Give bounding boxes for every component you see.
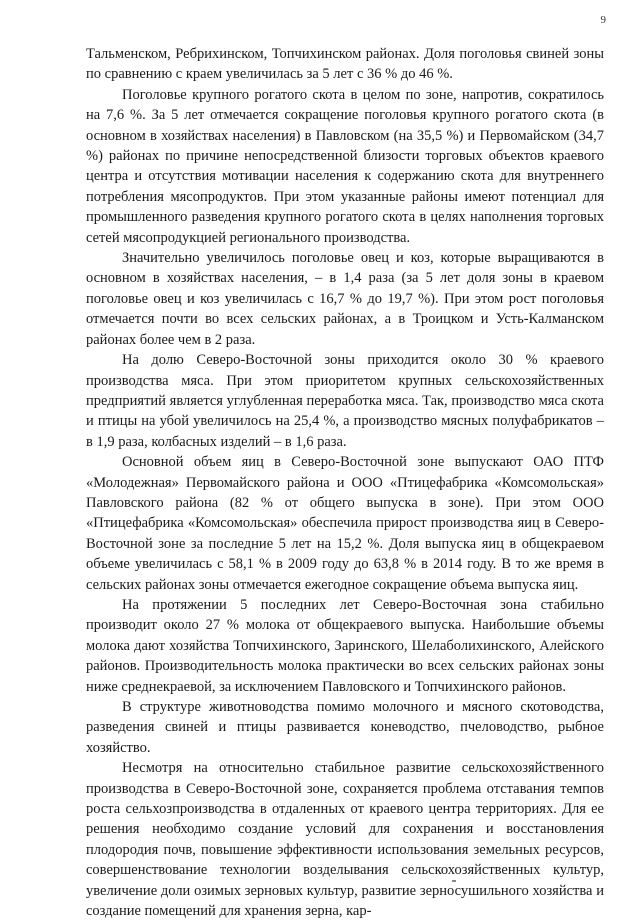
paragraph: Тальменском, Ребрихинском, Топчихинском районах. Доля поголовья свиней зоны по сравнению с краем увеличилась за 5 лет с 36 % до 46 %. (86, 46, 604, 83)
document-body (86, 44, 604, 921)
paragraph: Несмотря на относительно стабильное развитие сельскохозяйственного производства в Северо-Восточной зоне, сохраняется проблема отставания темпов роста сельхозпроизводства в отдаленных от краевого центра территориях. Для ее решения необходимо создание условий для сохранения и восстановления плодородия почв, повышение эффективности использования земельных ресурсов, совершенствование технологии возделывания сельскохозяйственных культур, увеличение доли озимых зерновых культур, развитие зерносушильного хозяйства и создание помещений для хранения зерна, кар- (86, 760, 604, 920)
paragraph: На протяжении 5 последних лет Северо-Восточная зона стабильно производит около 27 % молока от общекраевого выпуска. Наибольшие объемы молока дают хозяйства Топчихинского, Заринского, Шелаболихинского, Алейского районов. Производительность молока практически во всех сельских районах зоны ниже среднекраевой, за исключением Павловского и Топчихинского районов. (86, 596, 604, 695)
paragraph: Поголовье крупного рогатого скота в целом по зоне, напротив, сократилось на 7,6 %. За 5 лет отмечается сокращение поголовья крупного рогатого скота (в основном в хозяйствах населения) в Павловском (на 35,5 %) и Первомайском (34,7 %) районах по причине непосредственной близости торговых объектов краевого центра и отсутствия мотивации населения к содержанию скота для внутреннего потребления мясопродуктов. При этом указанные районы имеют потенциал для промышленного разведения крупного рогатого скота в целях наполнения торговых сетей мясопродукцией регионального производства. (86, 86, 604, 246)
paragraph: На долю Северо-Восточной зоны приходится около 30 % краевого производства мяса. При этом приоритетом крупных сельскохозяйственных предприятий является углубленная переработка мяса. Так, производство мяса скота и птицы на убой увеличилось на 25,4 %, а производство мясных полуфабрикатов – в 1,9 раза, колбасных изделий – в 1,6 раза. (86, 352, 604, 450)
scan-artifact (452, 880, 456, 882)
paragraph: Основной объем яиц в Северо-Восточной зоне выпускают ОАО ПТФ «Молодежная» Первомайского района и ООО «Птицефабрика «Комсомольская» Павловского района (82 % от общего выпуска в зоне). При этом ООО «Птицефабрика «Комсомольская» обеспечила прирост производства яиц в Северо-Восточной зоне за последние 5 лет на 15,2 %. Доля выпуска яиц в общекраевом объеме увеличилась с 58,1 % в 2009 году до 63,8 % в 2014 году. В то же время в сельских районах зоны отмечается ежегодное сокращение объема выпуска яиц. (86, 454, 604, 593)
paragraph: Значительно увеличилось поголовье овец и коз, которые выращиваются в основном в хозяйствах населения, – в 1,4 раза (за 5 лет доля зоны в краевом поголовье овец и коз увеличилась с 16,7 % до 19,7 %). При этом рост поголовья отмечается почти во всех сельских районах, а в Троицком и Усть-Калманском районах более чем в 2 раза. (86, 250, 604, 348)
paragraph: В структуре животноводства помимо молочного и мясного скотоводства, разведения свиней и птицы развивается коневодство, пчеловодство, рыбное хозяйство. (86, 699, 604, 756)
page-number: 9 (600, 14, 606, 26)
